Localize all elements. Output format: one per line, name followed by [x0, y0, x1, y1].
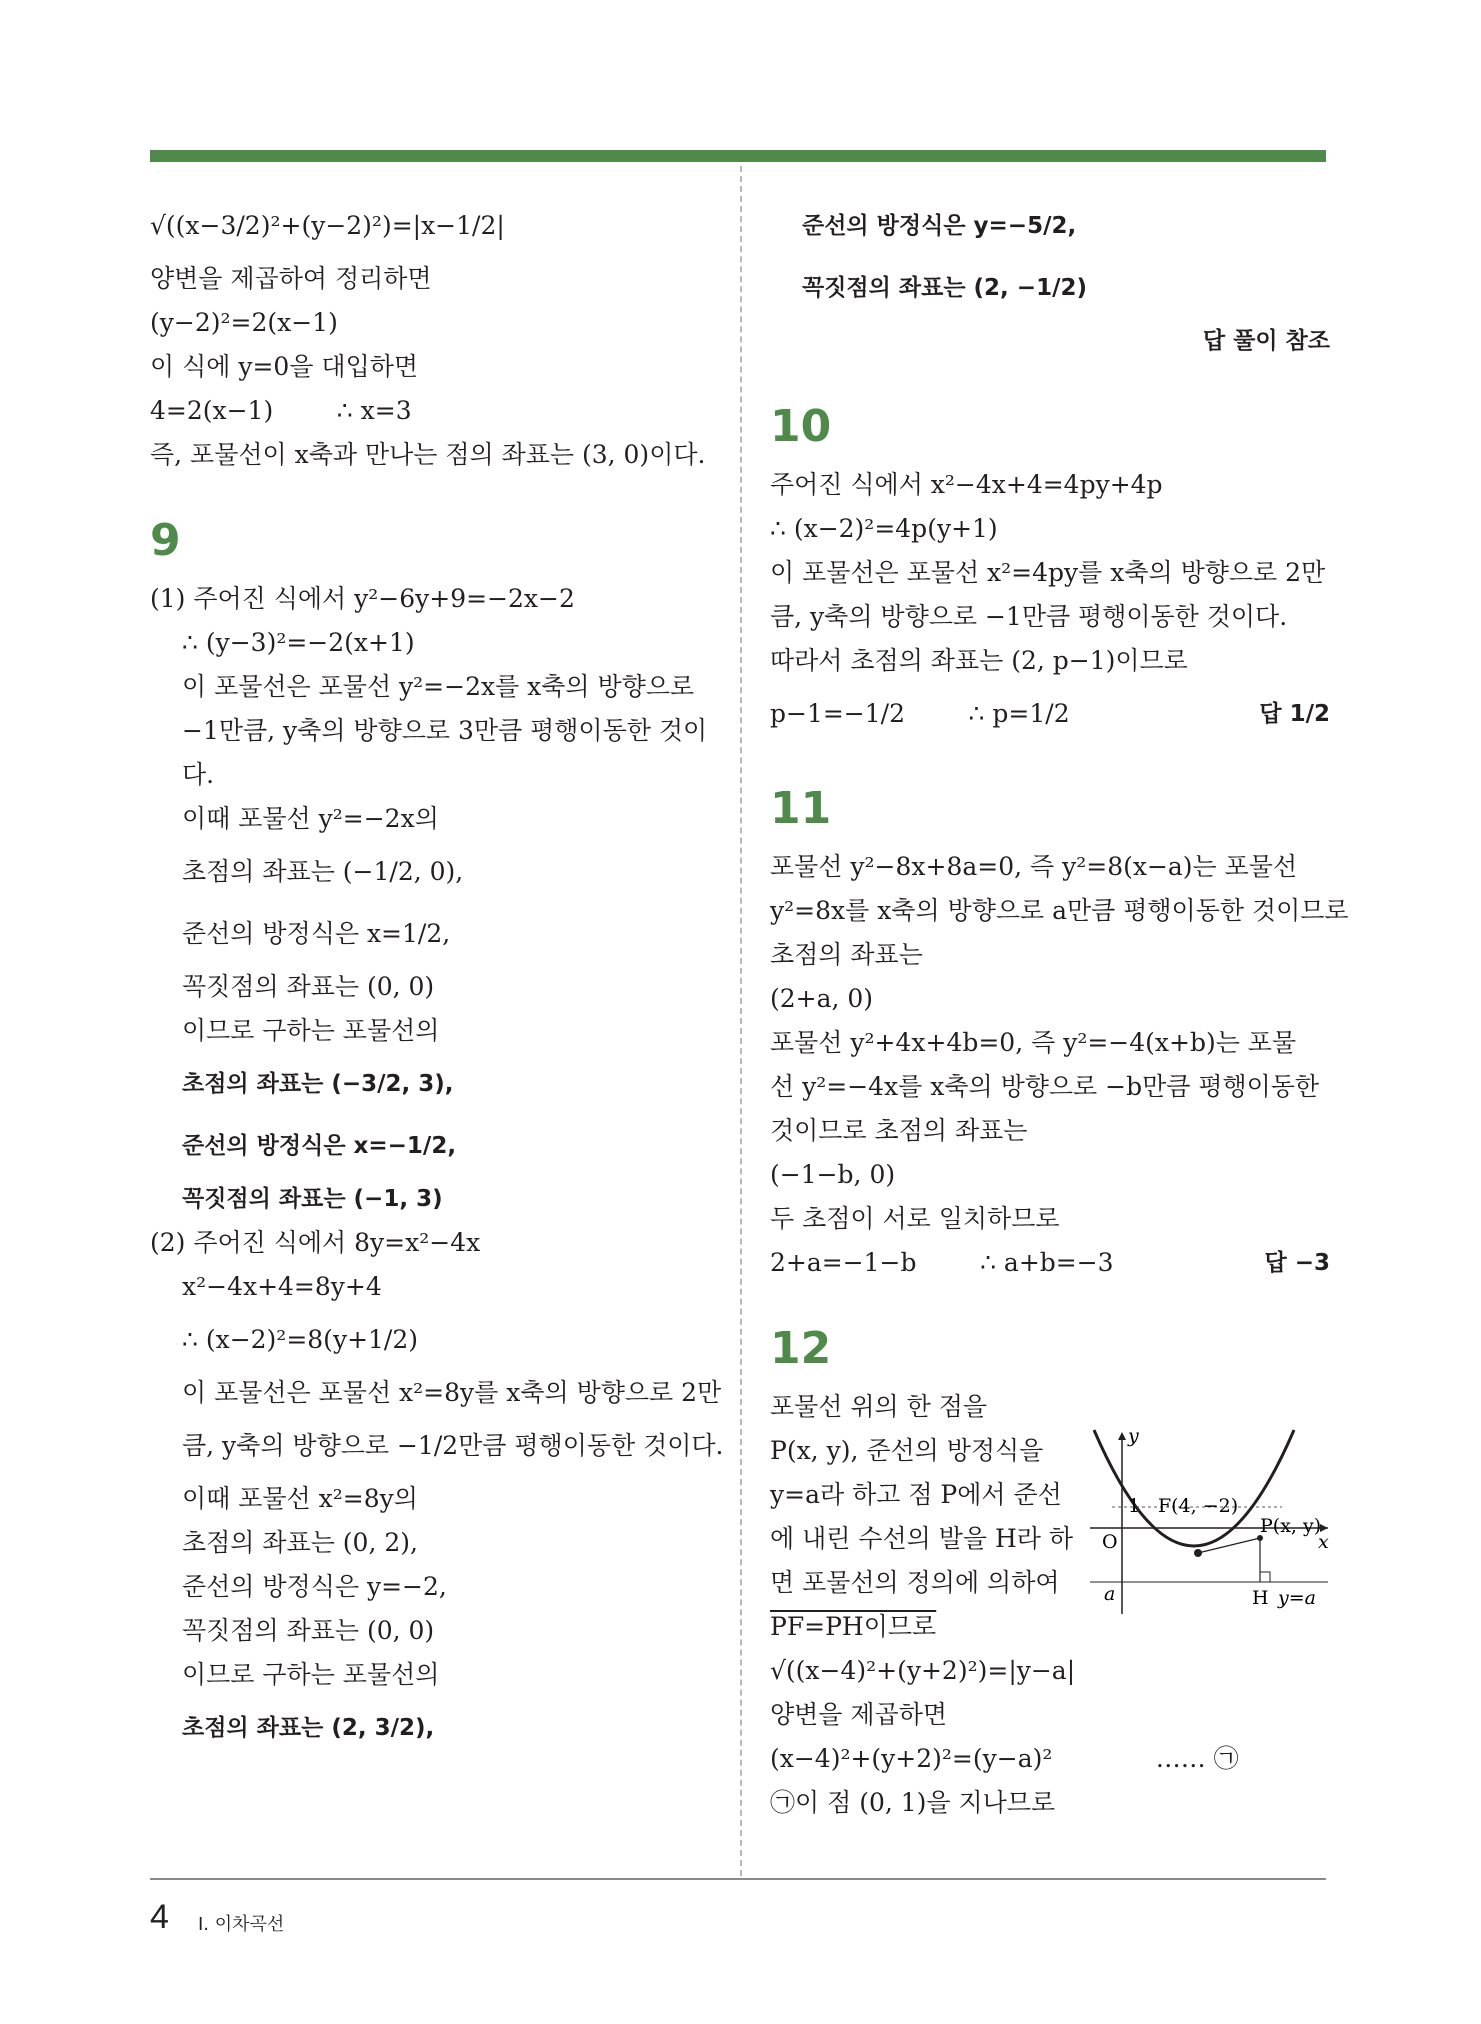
q12-line: (x−4)²+(y+2)²=(y−a)² …… ㉠	[770, 1744, 1239, 1773]
q9-part2-line: 초점의 좌표는 (0, 2),	[182, 1528, 418, 1557]
q12-line: 에 내린 수선의 발을 H라 하	[770, 1524, 1074, 1553]
q11-line: (−1−b, 0)	[770, 1160, 896, 1189]
focus-point	[1194, 1549, 1202, 1557]
q9-part1-line: (1) 주어진 식에서 y²−6y+9=−2x−2	[150, 584, 575, 613]
q9-part1-result: 꼭짓점의 좌표는 (−1, 3)	[182, 1186, 443, 1212]
q12-line: 양변을 제곱하면	[770, 1700, 947, 1729]
footer-rule	[150, 1878, 1326, 1880]
q9-cont-result: 준선의 방정식은 y=−5/2,	[802, 213, 1077, 239]
text-line: 양변을 제곱하여 정리하면	[150, 264, 432, 293]
q12-line: ㉠이 점 (0, 1)을 지나므로	[770, 1788, 1056, 1817]
parabola-graph	[1082, 1426, 1332, 1616]
q11-line: y²=8x를 x축의 방향으로 a만큼 평행이동한 것이므로	[770, 896, 1349, 925]
q10-line: 주어진 식에서 x²−4x+4=4py+4p	[770, 470, 1163, 499]
q9-part1-result: 초점의 좌표는 (−3/2, 3),	[182, 1071, 454, 1097]
q10-line: 따라서 초점의 좌표는 (2, p−1)이므로	[770, 646, 1188, 675]
q9-part2-line: 이 포물선은 포물선 x²=8y를 x축의 방향으로 2만	[182, 1378, 722, 1407]
question-number-10: 10	[770, 401, 832, 452]
q9-cont-result: 꼭짓점의 좌표는 (2, −1/2)	[802, 275, 1087, 301]
q9-part2-line: 큼, y축의 방향으로 −1/2만큼 평행이동한 것이다.	[182, 1431, 724, 1460]
q12-line: P(x, y), 준선의 방정식을	[770, 1436, 1044, 1465]
q9-part1-line: 이때 포물선 y²=−2x의	[182, 804, 439, 833]
q9-part2-result: 초점의 좌표는 (2, 3/2),	[182, 1715, 435, 1741]
y-axis-arrow	[1118, 1432, 1126, 1440]
q9-part2-line: 꼭짓점의 좌표는 (0, 0)	[182, 1616, 435, 1645]
q10-line: 큼, y축의 방향으로 −1만큼 평행이동한 것이다.	[770, 602, 1288, 631]
q11-final-row	[770, 1241, 1330, 1285]
right-angle-mark	[1260, 1572, 1270, 1582]
q9-part1-result: 준선의 방정식은 x=−1/2,	[182, 1133, 457, 1159]
q9-part2-line: 이때 포물선 x²=8y의	[182, 1484, 418, 1513]
q11-line: 포물선 y²+4x+4b=0, 즉 y²=−4(x+b)는 포물	[770, 1028, 1297, 1057]
equation-line: 4=2(x−1) ∴ x=3	[150, 396, 412, 425]
q9-part1-line: 이 포물선은 포물선 y²=−2x를 x축의 방향으로	[182, 672, 695, 701]
q9-part1-line: 이므로 구하는 포물선의	[182, 1016, 440, 1045]
origin-label: O	[1102, 1531, 1118, 1553]
q9-part1-line: −1만큼, y축의 방향으로 3만큼 평행이동한 것이	[182, 716, 708, 745]
column-divider	[740, 166, 742, 1876]
q11-line: (2+a, 0)	[770, 984, 874, 1013]
q12-line: 포물선 위의 한 점을	[770, 1392, 988, 1421]
q11-line: 것이므로 초점의 좌표는	[770, 1116, 1028, 1145]
parabola-graph-svg	[1082, 1426, 1332, 1616]
q12-line: PF=PH이므로	[770, 1612, 937, 1641]
q10-final-equation: p−1=−1/2 ∴ p=1/2	[770, 699, 1070, 728]
question-number-9: 9	[150, 515, 181, 566]
q9-part1-line: 꼭짓점의 좌표는 (0, 0)	[182, 972, 435, 1001]
q9-part2-line: 준선의 방정식은 y=−2,	[182, 1572, 447, 1601]
q10-line: ∴ (x−2)²=4p(y+1)	[770, 514, 998, 543]
question-number-11: 11	[770, 783, 832, 834]
q11-line: 선 y²=−4x를 x축의 방향으로 −b만큼 평행이동한	[770, 1072, 1320, 1101]
left-column	[150, 195, 724, 1759]
equation-line: √((x−3/2)²+(y−2)²)=|x−1/2|	[150, 211, 505, 240]
q9-answer: 답 풀이 참조	[1202, 328, 1330, 354]
text-line: 즉, 포물선이 x축과 만나는 점의 좌표는 (3, 0)이다.	[150, 440, 706, 469]
q12-line: √((x−4)²+(y+2)²)=|y−a|	[770, 1656, 1076, 1685]
q11-final-equation: 2+a=−1−b ∴ a+b=−3	[770, 1248, 1114, 1277]
q11-answer: 답 −3	[1264, 1250, 1330, 1276]
point-h-label: H	[1252, 1587, 1269, 1609]
y-axis-label: y	[1128, 1426, 1139, 1447]
q9-part2-line: (2) 주어진 식에서 8y=x²−4x	[150, 1228, 481, 1257]
page-number: 4	[150, 1898, 169, 1936]
q9-part2-line: ∴ (x−2)²=8(y+1/2)	[182, 1325, 418, 1354]
directrix-a-label: a	[1104, 1583, 1116, 1605]
y-intercept-label: 1	[1128, 1495, 1141, 1517]
focus-label: F(4, −2)	[1158, 1495, 1239, 1517]
q9-part2-line: 이므로 구하는 포물선의	[182, 1660, 440, 1689]
q9-part1-line: 초점의 좌표는 (−1/2, 0),	[182, 857, 464, 886]
q9-part1-line: 준선의 방정식은 x=1/2,	[182, 919, 451, 948]
q9-part2-line: x²−4x+4=8y+4	[182, 1272, 382, 1301]
q11-line: 두 초점이 서로 일치하므로	[770, 1204, 1060, 1233]
q12-line: y=a라 하고 점 P에서 준선	[770, 1480, 1062, 1509]
q10-line: 이 포물선은 포물선 x²=4py를 x축의 방향으로 2만	[770, 558, 1326, 587]
q9-part1-line: 다.	[182, 760, 215, 789]
question-number-12: 12	[770, 1323, 832, 1374]
q11-line: 초점의 좌표는	[770, 940, 923, 969]
x-axis-label: x	[1318, 1531, 1329, 1553]
q10-final-row	[770, 683, 1330, 745]
point-p-label: P(x, y)	[1260, 1515, 1322, 1537]
text-line: 이 식에 y=0을 대입하면	[150, 352, 419, 381]
equation-line: (y−2)²=2(x−1)	[150, 308, 338, 337]
top-accent-bar	[150, 150, 1326, 162]
directrix-label: y=a	[1278, 1587, 1316, 1609]
q12-line: 면 포물선의 정의에 의하여	[770, 1568, 1060, 1597]
q11-line: 포물선 y²−8x+8a=0, 즉 y²=8(x−a)는 포물선	[770, 852, 1298, 881]
q10-answer: 답 1/2	[1259, 701, 1330, 727]
q9-part1-line: ∴ (y−3)²=−2(x+1)	[182, 628, 415, 657]
chapter-title: Ⅰ. 이차곡선	[198, 1914, 285, 1935]
